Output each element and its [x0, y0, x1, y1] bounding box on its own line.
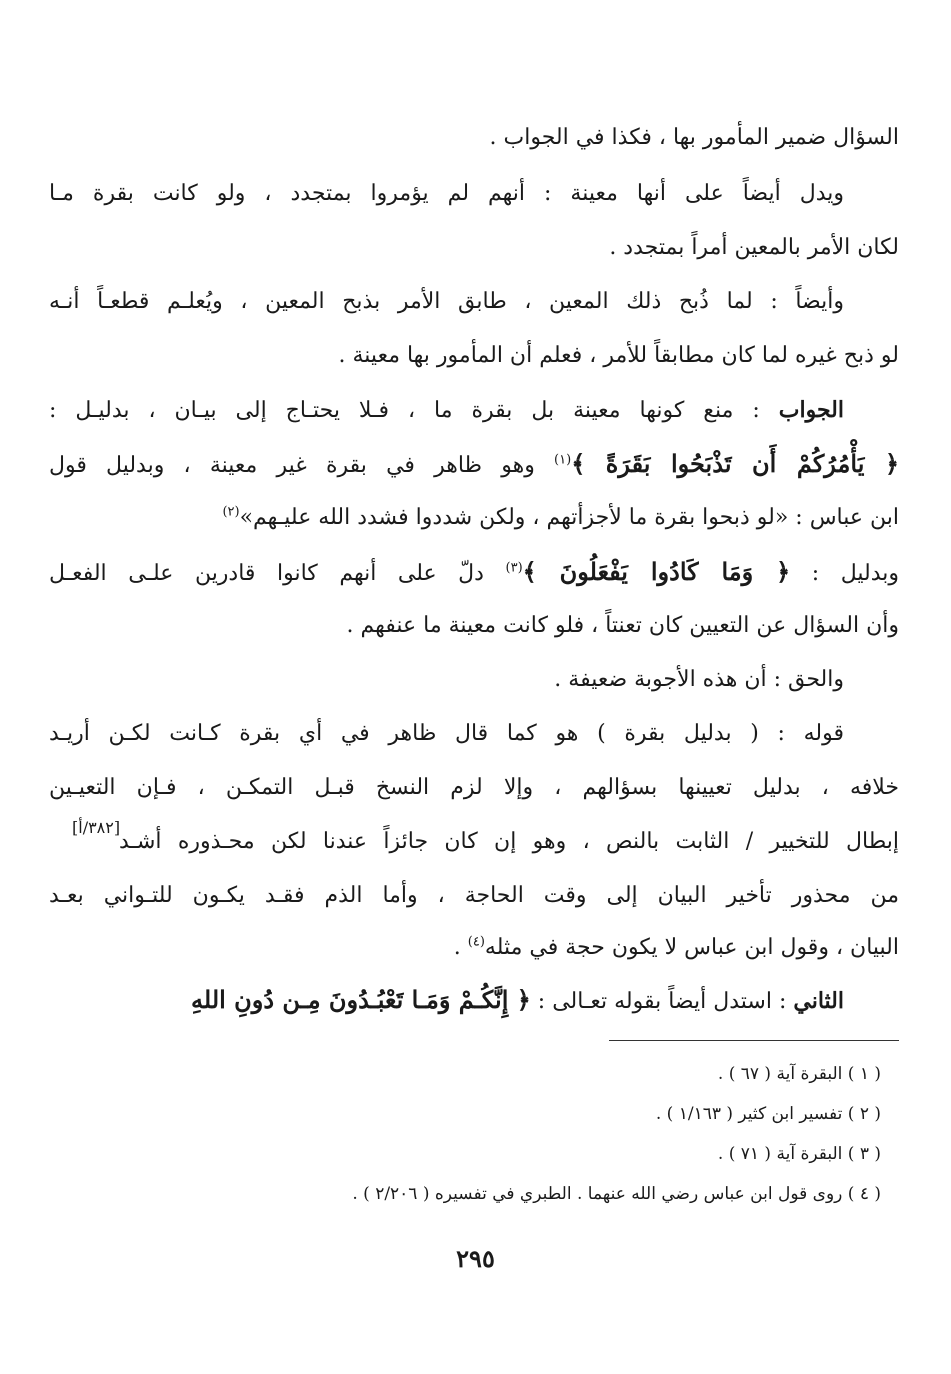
text-line-7: والحق : أن هذه الأجوبة ضعيفة .: [554, 667, 844, 692]
answer-text: : منع كونها معينة بل بقرة ما ، فـلا يحتـاج إلى بيـان ، بدليـل :: [49, 398, 760, 423]
footnote-ref-3: (٣): [505, 560, 523, 576]
after-verse-2-text: دلّ على أنهم كانوا قادرين علـى الفعـل: [49, 561, 484, 586]
second-label: الثاني: [793, 988, 844, 1014]
answer-label: الجواب: [778, 397, 845, 423]
text-line-8: قوله : ( بدليل بقرة ) هو كما قال ظاهر في أي بقرة كـانت لكـن أريـد: [49, 721, 844, 746]
second-text: : استدل أيضاً بقوله تعـالى :: [537, 989, 787, 1014]
text-line-4: وأيضاً : لما ذُبح ذلك المعين ، طابق الأمر بذبح المعين ، ويُعلـم قطعـاً أنـه: [49, 289, 844, 314]
last-para-end: .: [453, 935, 461, 960]
manuscript-folio-ref: [٣٨٢/أ]: [72, 818, 121, 837]
text-line-3: لكان الأمر بالمعين أمراً بمتجدد .: [609, 235, 899, 260]
quran-line-2: [49, 544, 899, 600]
text-line-9: خلافه ، بدليل تعيينها بسؤالهم ، وإلا لزم النسخ قبـل التمكـن ، فـإن التعيـين: [49, 775, 899, 800]
footnote-ref-1: (١): [554, 452, 572, 468]
footnote-ref-2: (٢): [222, 504, 240, 520]
footnote-3: ( ٣ ) البقرة آية ( ٧١ ) .: [717, 1144, 881, 1164]
text-line-11: من محذور تأخير البيان إلى وقت الحاجة ، وأما الذم فقـد يكـون للتـواني بعـد: [49, 883, 899, 908]
quran-verse-3: ﴿ إِنَّكُـمْ وَمَـا تَعْبُـدُونَ مِـن دُونِ اللهِ: [191, 985, 531, 1014]
footnote-2: ( ٢ ) تفسير ابن كثير ( ١/١٦٣ ) .: [655, 1104, 881, 1124]
after-verse-1-text: وهو ظاهر في بقرة غير معينة ، وبدليل قول: [49, 453, 535, 478]
footnote-1: ( ١ ) البقرة آية ( ٦٧ ) .: [717, 1064, 881, 1084]
text-line-10: إبطال للتخيير / الثابت بالنص ، وهو إن كان جائزاً عندنا لكن محـذوره أشـد: [119, 829, 899, 854]
evidence-label: وبدليل :: [811, 561, 899, 586]
text-line-5: لو ذبح غيره لما كان مطابقاً للأمر ، فعلم أن المأمور بها معينة .: [338, 343, 899, 368]
last-para-text: البيان ، وقول ابن عباس لا يكون حجة في مثله: [484, 935, 899, 960]
quran-verse-1: ﴿ يَأْمُرُكُمْ أَن تَذْبَحُوا بَقَرَةً ﴾: [571, 449, 899, 478]
text-line-6: وأن السؤال عن التعيين كان تعنتاً ، فلو كانت معينة ما عنفهم .: [346, 613, 899, 638]
quran-line-1: [49, 436, 899, 492]
second-line: [49, 972, 899, 1028]
text-line-12: [49, 920, 899, 976]
footnote-4: ( ٤ ) روى قول ابن عباس رضي الله عنهما . الطبري في تفسيره ( ٢/٢٠٦ ) .: [352, 1184, 881, 1204]
text-line-2: ويدل أيضاً على أنها معينة : أنهم لم يؤمروا بمتجدد ، ولو كانت بقرة مـا: [49, 181, 844, 206]
footnote-ref-4: (٤): [467, 934, 485, 950]
ibn-abbas-quote: ابن عباس : «لو ذبحوا بقرة ما لأجزأتهم ، ولكن شددوا فشدد الله عليـهم»: [239, 505, 899, 530]
answer-line: [49, 382, 899, 438]
text-line-1: السؤال ضمير المأمور بها ، فكذا في الجواب .: [489, 125, 899, 150]
quran-verse-2: ﴿ وَمَا كَادُوا يَفْعَلُونَ ﴾: [522, 557, 791, 586]
footnote-separator: [609, 1040, 899, 1041]
ibn-abbas-line: [49, 490, 899, 546]
page-number: ٢٩٥: [456, 1244, 495, 1273]
